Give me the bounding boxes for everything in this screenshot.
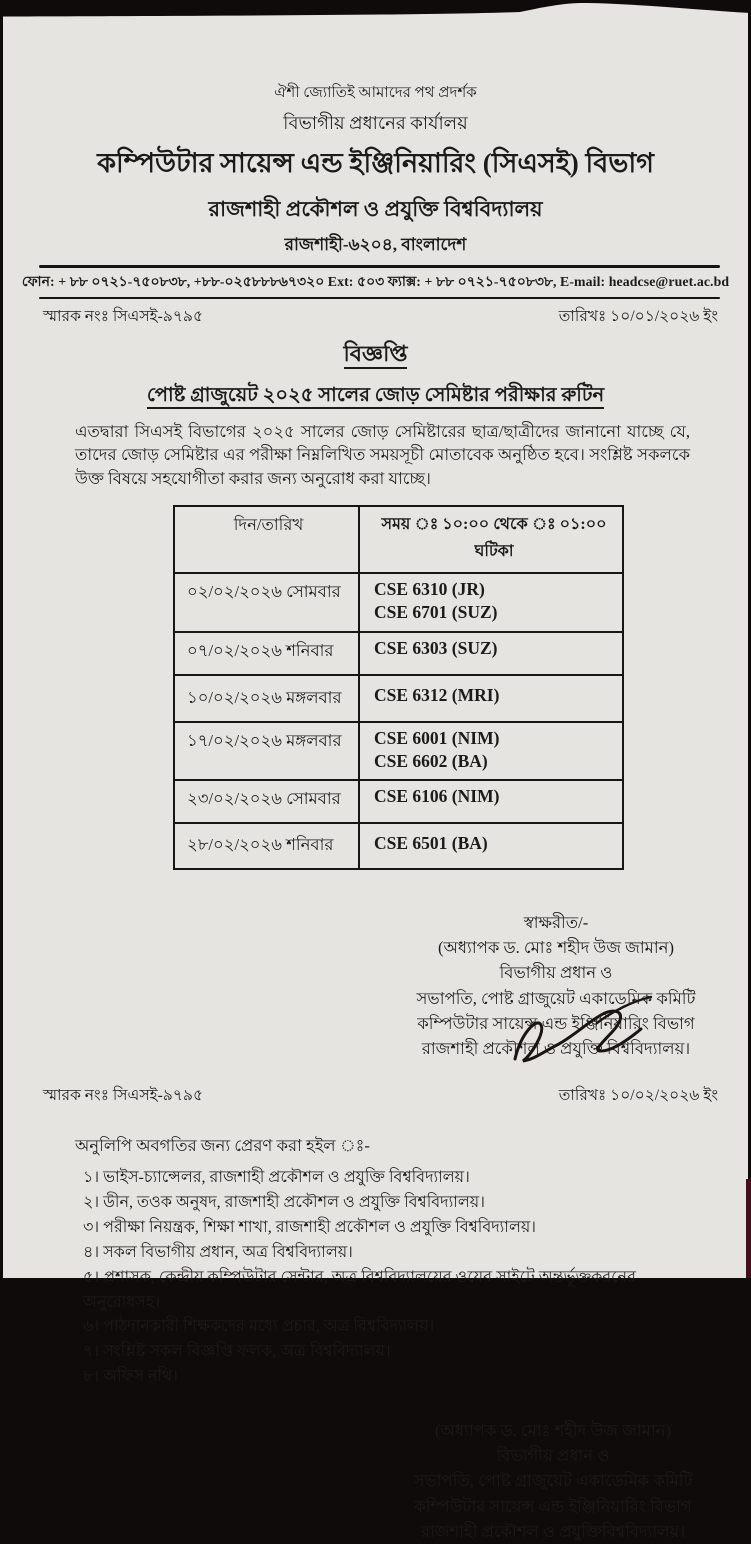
copy-list-item: ৫। প্রশাসক, কেন্দ্রীয় কম্পিউটার সেন্টার, অত্র বিশ্ববিদ্যালয়ের ওয়েব সাইটে অন্তর্ভূক্তকরনের অনুরোধসহ। xyxy=(83,1268,636,1311)
exam-date: ১০/০২/২০২৬ মঙ্গলবার xyxy=(174,675,359,722)
exam-courses xyxy=(359,722,623,781)
memo-date-bottom: তারিখঃ ১০/০২/২০২৬ ইং xyxy=(558,1086,718,1104)
exam-schedule-table xyxy=(173,505,624,870)
signatory-title: সভাপতি, পোষ্ট গ্রাজুয়েট একাডেমিক কমিটি xyxy=(413,1471,693,1491)
signatory-univ: রাজশাহী প্রকৌশল ও প্রযুক্তিবিশ্ববিদ্যালয়। xyxy=(420,1521,686,1541)
course-code: CSE 6310 (JR) xyxy=(374,579,485,600)
exam-date: ১৭/০২/২০২৬ মঙ্গলবার xyxy=(174,722,359,781)
notice-body-paragraph: এতদ্বারা সিএসই বিভাগের ২০২৫ সালের জোড় সেমিষ্টারের ছাত্র/ছাত্রীদের জানানো যাচ্ছে যে, তাদের জোড় সেমিষ্টার এর পরীক্ষা নিম্নলিখিত সময়সূচী মোতাবেক অনুষ্ঠিত হবে। সংশ্লিষ্ট সকলকে উক্ত বিষয়ে সহযোগীতা করার জন্য অনুরোধ করা যাচ্ছে। xyxy=(75,422,690,488)
table-row xyxy=(174,573,623,632)
table-row xyxy=(174,823,623,869)
copy-list-item: ৩। পরীক্ষা নিয়ন্ত্রক, শিক্ষা শাখা, রাজশাহী প্রকৌশল ও প্রযুক্তি বিশ্ববিদ্যালয়। xyxy=(83,1218,537,1236)
document-page xyxy=(3,1,748,1541)
letterhead-university: রাজশাহী প্রকৌশল ও প্রযুক্তি বিশ্ববিদ্যালয় xyxy=(208,197,543,221)
signatory-name: (অধ্যাপক ড. মোঃ শহীদ উজ জামান) xyxy=(435,1421,671,1441)
column-header-time: সময় ঃ ১০:০০ থেকে ঃ ০১:০০ ঘটিকা xyxy=(359,506,623,573)
memo-date-top: তারিখঃ ১০/০১/২০২৬ ইং xyxy=(558,308,718,325)
copy-list-item: ২। ডীন, তওক অনুষদ, রাজশাহী প্রকৌশল ও প্রযুক্তি বিশ্ববিদ্যালয়। xyxy=(83,1193,485,1211)
copy-list xyxy=(83,1166,688,1391)
signatory-title: বিভাগীয় প্রধান ও xyxy=(496,1446,610,1466)
signatory-dept: কম্পিউটার সায়েন্স এন্ড ইঞ্জিনিয়ারিং বিভাগ xyxy=(417,1013,695,1033)
signatory-univ: রাজশাহী প্রকৌশল ও প্রযুক্তি বিশ্ববিদ্যালয়। xyxy=(421,1038,691,1058)
table-row xyxy=(174,675,623,722)
signatory-title: সভাপতি, পোষ্ট গ্রাজুয়েট একাডেমিক কমিটি xyxy=(416,988,696,1008)
letterhead-motto: ঐশী জ্যোতিই আমাদের পথ প্রদর্শক xyxy=(274,85,477,101)
letterhead-department: কম্পিউটার সায়েন্স এন্ড ইঞ্জিনিয়ারিং (সিএসই) বিভাগ xyxy=(97,148,654,178)
exam-date: ০৭/০২/২০২৬ শনিবার xyxy=(174,632,359,675)
course-code: CSE 6001 (NIM) xyxy=(374,727,500,748)
exam-courses xyxy=(359,780,623,823)
exam-date: ২৩/০২/২০২৬ সোমবার xyxy=(174,780,359,823)
table-row xyxy=(174,632,623,675)
signatory-dept: কম্পিউটার সায়েন্স এন্ড ইঞ্জিনিয়ারিং বিভাগ xyxy=(414,1496,692,1516)
memo-ref-bottom: স্মারক নংঃ সিএসই-৯৭৯৫ xyxy=(43,1086,204,1104)
signatory-name: (অধ্যাপক ড. মোঃ শহীদ উজ জামান) xyxy=(438,938,674,958)
signature-line: স্বাক্ষরীত/- xyxy=(523,913,589,933)
signatory-title: বিভাগীয় প্রধান ও xyxy=(499,963,613,983)
course-code: CSE 6303 (SUZ) xyxy=(374,637,498,658)
copy-list-heading: অনুলিপি অবগতির জন্য প্রেরণ করা হইল ঃ- xyxy=(75,1135,370,1155)
table-row xyxy=(174,780,623,823)
course-code: CSE 6602 (BA) xyxy=(374,750,488,771)
letterhead-office: বিভাগীয় প্রধানের কার্যালয় xyxy=(283,113,468,133)
course-code: CSE 6106 (NIM) xyxy=(374,786,500,807)
table-header-row xyxy=(174,506,623,573)
exam-courses xyxy=(359,823,623,869)
letterhead-address: রাজশাহী-৬২০৪, বাংলাদেশ xyxy=(284,235,467,254)
course-code: CSE 6312 (MRI) xyxy=(374,684,500,705)
notice-title: বিজ্ঞপ্তি xyxy=(3,337,748,374)
exam-courses xyxy=(359,675,623,722)
copy-list-item: ৬। পাঠদানকারী শিক্ষকদের মধ্যে প্রচার, অত্র বিশ্ববিদ্যালয়। xyxy=(83,1318,435,1336)
course-code: CSE 6701 (SUZ) xyxy=(374,602,498,623)
scan-right-edge-strip xyxy=(746,1179,751,1278)
table-row xyxy=(174,722,623,781)
course-code: CSE 6501 (BA) xyxy=(374,833,488,854)
column-header-date: দিন/তারিখ xyxy=(174,506,359,573)
memo-line-bottom xyxy=(3,1083,748,1109)
copy-list-item: ১। ভাইস-চ্যান্সেলর, রাজশাহী প্রকৌশল ও প্রযুক্তি বিশ্ববিদ্যালয়। xyxy=(83,1168,470,1186)
memo-line-top xyxy=(3,299,748,330)
copy-list-item: ৮। অফিস নথি। xyxy=(83,1368,179,1386)
letterhead-contact-line: ফোন: + ৮৮ ০৭২১-৭৫০৮৩৮, +৮৮-০২৫৮৮৮৬৭৩২০ Ext: ৫০৩ ফ্যাক্স: + ৮৮ ০৭২১-৭৫০৮৩৮, E-mail: headcse@ruet.ac.bd xyxy=(21,274,730,289)
copy-list-item: ৭। সংশ্লিষ্ট সকল বিজ্ঞপ্তি ফলক, অত্র বিশ্ববিদ্যালয়। xyxy=(83,1343,391,1361)
handwritten-signature xyxy=(501,993,656,1075)
copy-list-item: ৪। সকল বিভাগীয় প্রধান, অত্র বিশ্ববিদ্যালয়। xyxy=(83,1243,353,1261)
horizontal-rule-top xyxy=(39,265,720,268)
exam-date: ০২/০২/২০২৬ সোমবার xyxy=(174,573,359,632)
signature-block-bottom xyxy=(372,1418,734,1543)
notice-subtitle: পোষ্ট গ্রাজুয়েট ২০২৫ সালের জোড় সেমিষ্টার পরীক্ষার রুটিন xyxy=(3,381,748,413)
exam-courses xyxy=(359,573,623,632)
scan-top-edge-shadow xyxy=(0,0,751,22)
exam-date: ২৮/০২/২০২৬ শনিবার xyxy=(174,823,359,869)
memo-ref-top: স্মারক নংঃ সিএসই-৯৭৯৫ xyxy=(43,308,204,325)
exam-courses xyxy=(359,632,623,675)
